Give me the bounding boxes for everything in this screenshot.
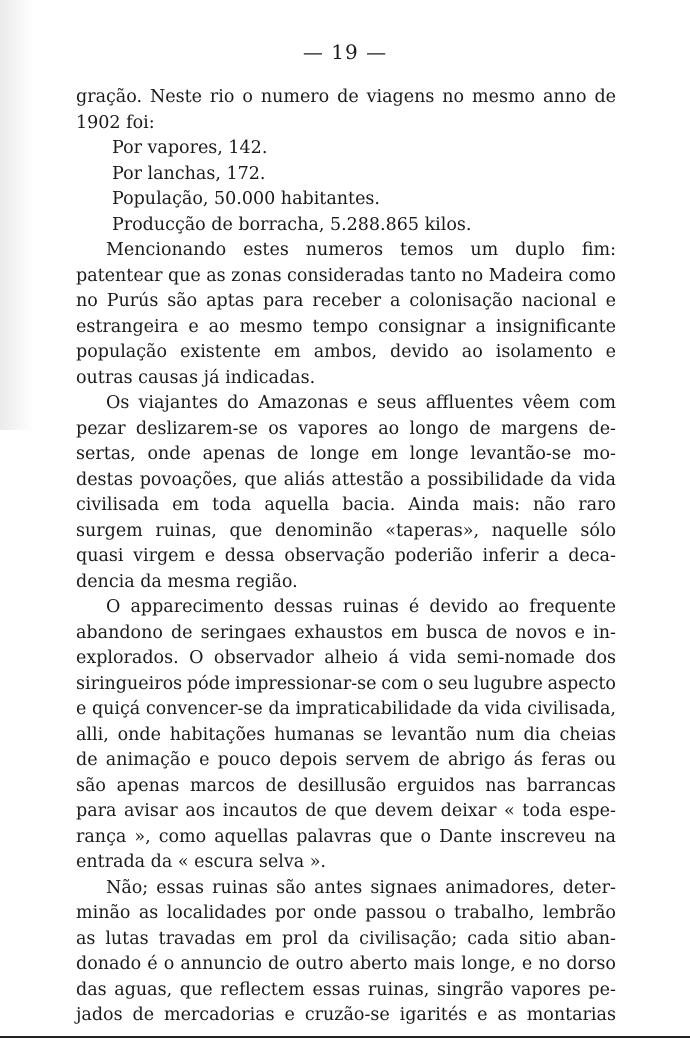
text-line: abandono de seringaes exhaustos em busca de novos e in-	[76, 622, 616, 643]
text-line: donado é o annuncio de outro aberto mais longe, e no dorso	[76, 954, 616, 974]
text-line: gração. Neste rio o numero de viagens no mesmo anno de	[76, 87, 616, 107]
scan-shadow	[0, 0, 34, 430]
text-line: para avisar aos incautos de que devem deixar « toda espe-	[76, 801, 616, 821]
text-line: são apenas marcos de desillusão erguidos nas barrancas	[76, 775, 616, 796]
text-line: Mencionando estes numeros temos um duplo fim:	[106, 240, 616, 260]
text-line: dencia da mesma região.	[76, 571, 298, 592]
text-line: estrangeira e ao mesmo tempo consignar a insignificante	[76, 316, 616, 337]
text-line: de animação e pouco depois servem de abrigo ás feras ou	[76, 750, 616, 770]
text-line: Por lanchas, 172.	[112, 163, 266, 184]
text-line: alli, onde habitações humanas se levantão num dia cheias	[76, 724, 616, 745]
body-text	[76, 85, 616, 1029]
text-line: civilisada em toda aquella bacia. Ainda mais: não raro	[76, 495, 616, 515]
text-line: explorados. O observador alheio á vida semi-nomade dos	[76, 648, 616, 668]
text-line: Os viajantes do Amazonas e seus affluentes vêem com	[106, 393, 616, 413]
text-line: 1902 foi:	[76, 112, 155, 133]
text-line: Não; essas ruinas são antes signaes animadores, deter-	[106, 877, 616, 898]
text-line: jados de mercadorias e cruzão-se igarités e as montarias	[76, 1005, 616, 1025]
text-line: População, 50.000 habitantes.	[112, 189, 380, 209]
text-line: e quiçá convencer-se da impraticabilidade da vida civilisada,	[76, 699, 616, 719]
text-line: surgem ruinas, que denominão «taperas», naquelle sólo	[76, 520, 616, 541]
text-line: no Purús são aptas para receber a colonisação nacional e	[76, 291, 616, 311]
page-number: — 19 —	[302, 40, 388, 64]
text-line: siringueiros póde impressionar-se com o seu lugubre aspecto	[76, 673, 616, 694]
text-line: rança », como aquellas palavras que o Dante inscreveu na	[76, 826, 616, 847]
text-line: O apparecimento dessas ruinas é devido ao frequente	[106, 597, 616, 617]
text-line: as lutas travadas em prol da civilisação; cada sitio aban-	[76, 928, 616, 949]
text-line: outras causas já indicadas.	[76, 367, 316, 388]
text-line: população existente em ambos, devido ao isolamento e	[76, 342, 616, 362]
text-line: Producção de borracha, 5.288.865 kilos.	[112, 214, 472, 235]
text-line: sertas, onde apenas de longe em longe levantão-se mo-	[76, 444, 616, 464]
text-line: Por vapores, 142.	[112, 138, 268, 158]
text-line: patentear que as zonas consideradas tanto no Madeira como	[76, 265, 616, 286]
bottom-rule	[0, 1036, 690, 1038]
text-line: pezar deslizarem-se os vapores ao longo de margens de-	[76, 418, 616, 439]
text-line: quasi virgem e dessa observação poderião inferir a deca-	[76, 546, 616, 566]
text-line: entrada da « escura selva ».	[76, 852, 326, 872]
text-line: das aguas, que reflectem essas ruinas, singrão vapores pe-	[76, 979, 616, 1000]
text-line: minão as localidades por onde passou o trabalho, lembrão	[76, 903, 616, 923]
text-line: destas povoações, que aliás attestão a possibilidade da vida	[76, 469, 616, 490]
